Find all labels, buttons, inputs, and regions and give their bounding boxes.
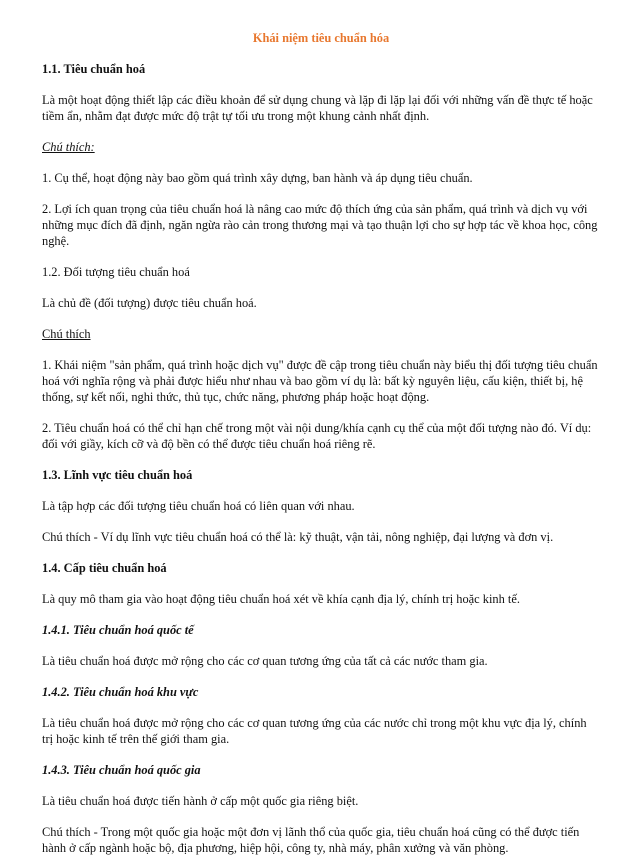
section-note-1-3: Chú thích - Ví dụ lĩnh vực tiêu chuẩn hoá có thể là: kỹ thuật, vận tải, nông nghiệp, đại lượng và đơn vị. xyxy=(42,530,554,544)
note-label-1-1: Chú thích: xyxy=(42,140,95,154)
subsection-heading-1-4-2: 1.4.2. Tiêu chuẩn hoá khu vực xyxy=(42,685,199,699)
section-heading-1-2: 1.2. Đối tượng tiêu chuẩn hoá xyxy=(42,265,190,279)
note-label-1-2: Chú thích xyxy=(42,327,91,341)
section-body-1-1: Là một hoạt động thiết lập các điều khoản để sử dụng chung và lặp đi lặp lại đối với những vấn đề thực tế hoặc tiềm ẩn, nhằm đạt được mức độ trật tự tối ưu trong một khung cảnh nhất định. xyxy=(42,93,593,123)
subsection-note-1-4-3: Chú thích - Trong một quốc gia hoặc một đơn vị lãnh thổ của quốc gia, tiêu chuẩn hoá cũng có thể được tiến hành ở cấp ngành hoặc bộ, địa phương, hiệp hội, công ty, nhà máy, phân xưởng và văn phòng. xyxy=(42,825,580,855)
subsection-body-1-4-1: Là tiêu chuẩn hoá được mở rộng cho các cơ quan tương ứng của tất cả các nước tham gia. xyxy=(42,654,488,668)
section-body-1-2: Là chủ đề (đối tượng) được tiêu chuẩn hoá. xyxy=(42,296,257,310)
note-item-1-1-2: 2. Lợi ích quan trọng của tiêu chuẩn hoá là nâng cao mức độ thích ứng của sản phẩm, quá trình và dịch vụ với những mục đích đã định, ngăn ngừa rào cản trong thương mại và tạo thuận lợi cho sự hợp tác về khoa học, công nghệ. xyxy=(42,202,598,248)
note-item-1-2-2: 2. Tiêu chuẩn hoá có thể chỉ hạn chế trong một vài nội dung/khía cạnh cụ thể của một đối tượng nào đó. Ví dụ: đối với giầy, kích cỡ và độ bền có thể được tiêu chuẩn hoá riêng rẽ. xyxy=(42,421,592,451)
subsection-body-1-4-3: Là tiêu chuẩn hoá được tiến hành ở cấp một quốc gia riêng biệt. xyxy=(42,794,359,808)
section-heading-1-1: 1.1. Tiêu chuẩn hoá xyxy=(42,62,146,76)
section-body-1-3: Là tập hợp các đối tượng tiêu chuẩn hoá có liên quan với nhau. xyxy=(42,499,355,513)
note-item-1-1-1: 1. Cụ thể, hoạt động này bao gồm quá trình xây dựng, ban hành và áp dụng tiêu chuẩn. xyxy=(42,171,473,185)
document-title: Khái niệm tiêu chuẩn hóa xyxy=(252,31,390,45)
subsection-heading-1-4-1: 1.4.1. Tiêu chuẩn hoá quốc tế xyxy=(42,623,194,637)
note-item-1-2-1: 1. Khái niệm "sản phẩm, quá trình hoặc dịch vụ" được đề cập trong tiêu chuẩn này biểu thị đối tượng tiêu chuẩn hoá với nghĩa rộng và phải được hiểu như nhau và bao gồm ví dụ là: bất kỳ nguyên liệu, cấu kiện, thiết bị, hệ thống, sự kết nối, nghi thức, thủ tục, chức năng, phương pháp hoặc hoạt động. xyxy=(42,358,598,404)
section-heading-1-4: 1.4. Cấp tiêu chuẩn hoá xyxy=(42,561,167,575)
section-body-1-4: Là quy mô tham gia vào hoạt động tiêu chuẩn hoá xét về khía cạnh địa lý, chính trị hoặc kinh tế. xyxy=(42,592,520,606)
subsection-body-1-4-2: Là tiêu chuẩn hoá được mở rộng cho các cơ quan tương ứng của các nước chỉ trong một khu vực địa lý, chính trị hoặc kinh tế trên thế giới tham gia. xyxy=(42,716,587,746)
section-heading-1-3: 1.3. Lĩnh vực tiêu chuẩn hoá xyxy=(42,468,193,482)
subsection-heading-1-4-3: 1.4.3. Tiêu chuẩn hoá quốc gia xyxy=(42,763,201,777)
